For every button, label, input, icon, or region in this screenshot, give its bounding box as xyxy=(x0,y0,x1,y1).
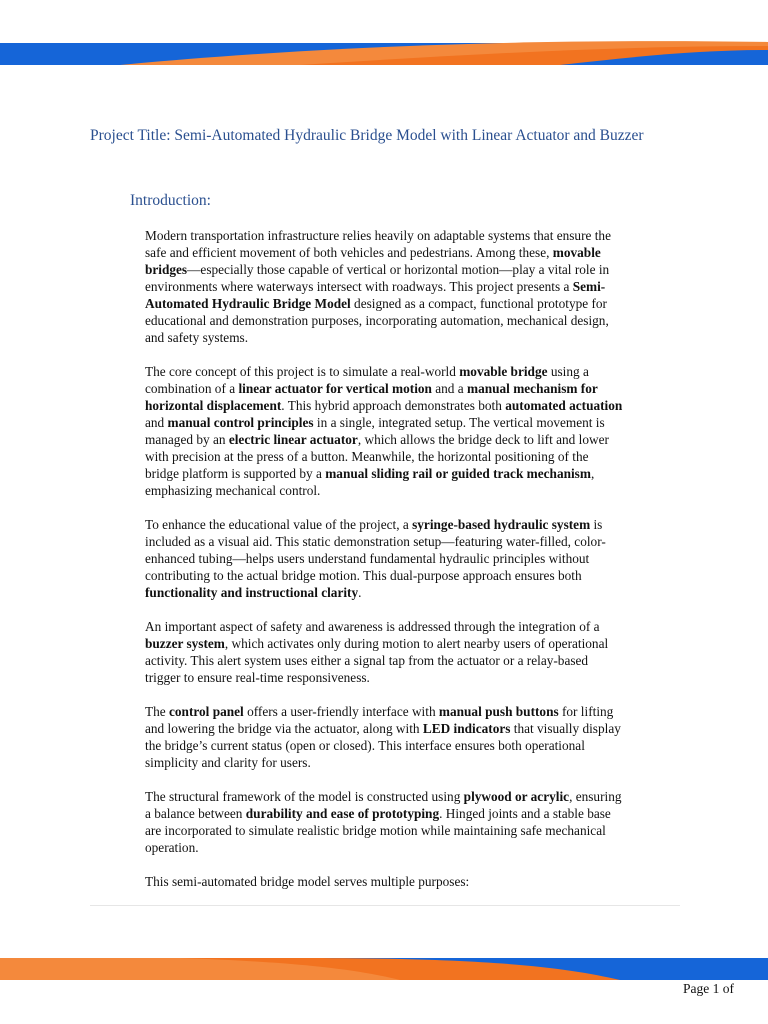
page-number: Page 1 of xyxy=(683,981,734,996)
bold-text-run: movable bridge xyxy=(459,364,548,379)
text-run: using a combination of a xyxy=(145,364,589,396)
bold-text-run: automated actuation xyxy=(505,398,623,413)
text-run: Modern transportation infrastructure relies heavily on adaptable systems that ensure the safe and efficient movement of both vehicles and pedestrians. Among these, xyxy=(145,228,611,260)
body-paragraph xyxy=(145,703,625,771)
body-paragraph xyxy=(145,618,625,686)
document-body xyxy=(145,227,625,907)
bold-text-run: functionality and instructional clarity xyxy=(145,585,359,600)
bold-text-run: movable bridges xyxy=(145,245,601,277)
bold-text-run: durability and ease of prototyping xyxy=(245,806,440,821)
text-run: The xyxy=(145,704,169,719)
bold-text-run: buzzer system xyxy=(145,636,225,651)
text-run: This semi-automated bridge model serves multiple purposes: xyxy=(145,874,470,889)
text-run: The core concept of this project is to simulate a real-world xyxy=(145,364,460,379)
text-run: , ensuring a balance between xyxy=(145,789,622,821)
section-heading-introduction: Introduction: xyxy=(130,192,211,209)
text-run: for lifting and lowering the bridge via the actuator, along with xyxy=(145,704,614,736)
bold-text-run: manual mechanism for horizontal displacement xyxy=(145,381,598,413)
bold-text-run: syringe-based hydraulic system xyxy=(412,517,591,532)
text-run: is included as a visual aid. This static demonstration setup—featuring water-filled, color-enhanced tubing—helps users understand fundamental hydraulic principles without contributing to the actual bridge motion. This dual-purpose approach ensures both xyxy=(145,517,606,583)
body-paragraph xyxy=(145,873,625,890)
footer-divider xyxy=(90,905,680,906)
body-paragraph xyxy=(145,516,625,601)
bold-text-run: manual control principles xyxy=(167,415,314,430)
text-run: and xyxy=(145,415,168,430)
bold-text-run: Semi-Automated Hydraulic Bridge Model xyxy=(145,279,606,311)
text-run: , emphasizing mechanical control. xyxy=(145,466,595,498)
document-title: Project Title: Semi-Automated Hydraulic Bridge Model with Linear Actuator and Buzzer xyxy=(90,127,644,144)
text-run: To enhance the educational value of the project, a xyxy=(145,517,413,532)
text-run: The structural framework of the model is constructed using xyxy=(145,789,464,804)
text-run: in a single, integrated setup. The vertical movement is managed by an xyxy=(145,415,605,447)
text-run: offers a user-friendly interface with xyxy=(243,704,439,719)
text-run: that visually display the bridge’s current status (open or closed). This interface ensures both operational simplicity and clarity for users. xyxy=(145,721,621,770)
header-decorative-band xyxy=(0,40,768,68)
text-run: designed as a compact, functional prototype for educational and demonstration purposes, incorporating automation, mechanical design, and safety systems. xyxy=(145,296,609,345)
bold-text-run: manual push buttons xyxy=(438,704,559,719)
text-run: , which allows the bridge deck to lift and lower with precision at the press of a button. Meanwhile, the horizontal positioning of the bridge platform is supported by a xyxy=(145,432,609,481)
text-run: An important aspect of safety and awareness is addressed through the integration of a xyxy=(145,619,600,634)
text-run: —especially those capable of vertical or horizontal motion—play a vital role in environments where waterways intersect with roadways. This project presents a xyxy=(145,262,610,294)
bold-text-run: electric linear actuator xyxy=(228,432,358,447)
text-run: . Hinged joints and a stable base are incorporated to simulate realistic bridge motion while maintaining safe mechanical operation. xyxy=(145,806,611,855)
bold-text-run: linear actuator for vertical motion xyxy=(238,381,432,396)
bold-text-run: plywood or acrylic xyxy=(463,789,570,804)
bold-text-run: control panel xyxy=(169,704,244,719)
body-paragraph xyxy=(145,227,625,346)
text-run: , which activates only during motion to alert nearby users of operational activity. This alert system uses either a signal tap from the actuator or a relay-based trigger to ensure real-time responsiveness. xyxy=(145,636,609,685)
bold-text-run: LED indicators xyxy=(422,721,511,736)
body-paragraph xyxy=(145,363,625,499)
text-run: . This hybrid approach demonstrates both xyxy=(281,398,506,413)
text-run: . xyxy=(358,585,362,600)
text-run: and a xyxy=(431,381,468,396)
footer-decorative-band xyxy=(0,952,768,982)
bold-text-run: manual sliding rail or guided track mechanism xyxy=(325,466,591,481)
body-paragraph xyxy=(145,788,625,856)
